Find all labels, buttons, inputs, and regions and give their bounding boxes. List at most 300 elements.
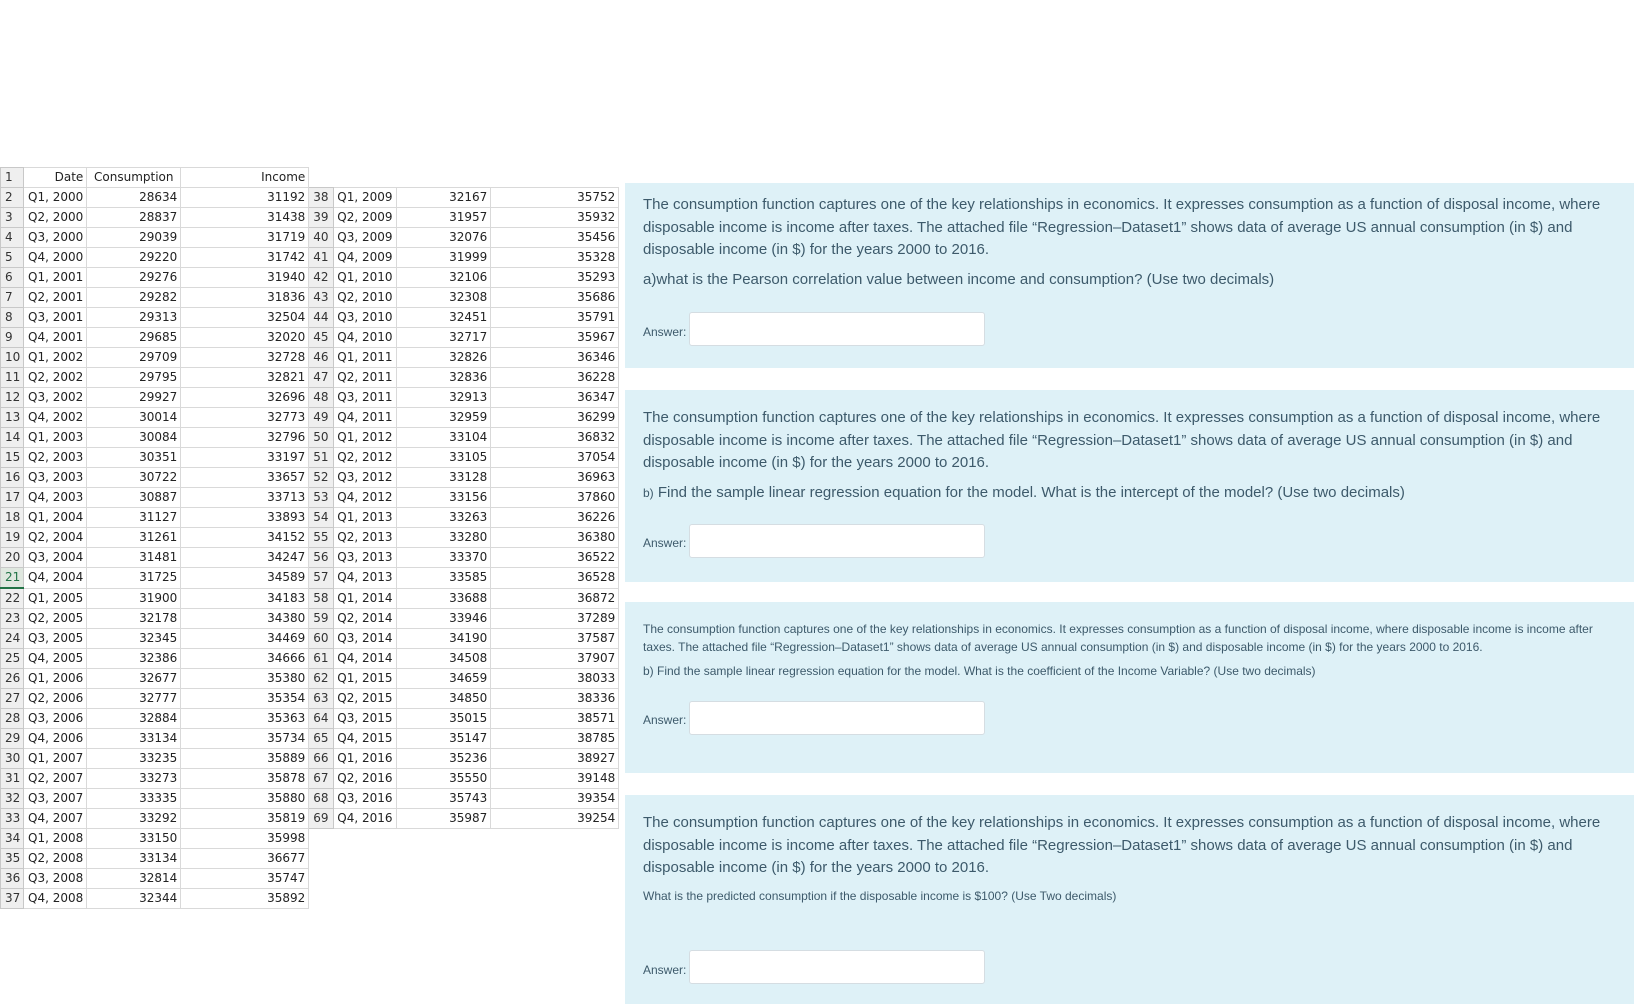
date-cell[interactable]: Q2, 2007 [24, 769, 87, 789]
row-number[interactable]: 50 [309, 428, 334, 448]
row-number[interactable]: 6 [1, 268, 24, 288]
date-cell[interactable]: Q2, 2012 [334, 448, 397, 468]
row-number[interactable]: 56 [309, 548, 334, 568]
income-header[interactable]: Income [181, 168, 309, 188]
row-number[interactable]: 26 [1, 669, 24, 689]
consumption-cell[interactable]: 29927 [87, 388, 181, 408]
consumption-cell[interactable]: 33280 [397, 528, 491, 548]
table-row [1, 568, 619, 589]
income-cell[interactable]: 39354 [491, 789, 619, 809]
consumption-cell[interactable]: 33370 [397, 548, 491, 568]
date-cell[interactable]: Q2, 2004 [24, 528, 87, 548]
consumption-cell[interactable]: 33105 [397, 448, 491, 468]
consumption-cell[interactable]: 31127 [87, 508, 181, 528]
date-cell[interactable]: Q3, 2004 [24, 548, 87, 568]
date-cell[interactable]: Q1, 2008 [24, 829, 87, 849]
consumption-cell[interactable]: 34190 [397, 629, 491, 649]
answer-label: Answer: [643, 536, 687, 550]
row-number[interactable]: 33 [1, 809, 24, 829]
consumption-cell[interactable]: 33273 [87, 769, 181, 789]
date-cell[interactable]: Q2, 2000 [24, 208, 87, 228]
row-number[interactable]: 16 [1, 468, 24, 488]
income-cell[interactable]: 31192 [181, 188, 309, 208]
empty-cell [309, 829, 334, 849]
consumption-cell[interactable]: 33335 [87, 789, 181, 809]
row-number[interactable]: 51 [309, 448, 334, 468]
income-cell[interactable]: 34247 [181, 548, 309, 568]
income-cell[interactable]: 35456 [491, 228, 619, 248]
date-cell[interactable]: Q3, 2012 [334, 468, 397, 488]
date-cell[interactable]: Q4, 2010 [334, 328, 397, 348]
date-cell[interactable]: Q3, 2016 [334, 789, 397, 809]
empty-cell [397, 168, 491, 188]
answer-input[interactable] [689, 950, 985, 984]
row-number[interactable]: 23 [1, 609, 24, 629]
row-number[interactable]: 40 [309, 228, 334, 248]
date-cell[interactable]: Q4, 2003 [24, 488, 87, 508]
date-header[interactable]: Date [24, 168, 87, 188]
consumption-cell[interactable]: 29795 [87, 368, 181, 388]
income-cell[interactable]: 32504 [181, 308, 309, 328]
date-cell[interactable]: Q2, 2011 [334, 368, 397, 388]
row-number[interactable]: 17 [1, 488, 24, 508]
empty-cell [334, 168, 397, 188]
income-cell[interactable]: 31836 [181, 288, 309, 308]
row-number[interactable]: 43 [309, 288, 334, 308]
consumption-cell[interactable]: 35550 [397, 769, 491, 789]
date-cell[interactable]: Q1, 2002 [24, 348, 87, 368]
row-number[interactable]: 46 [309, 348, 334, 368]
row-number[interactable]: 41 [309, 248, 334, 268]
row-number[interactable]: 30 [1, 749, 24, 769]
row-number[interactable]: 66 [309, 749, 334, 769]
date-cell[interactable]: Q4, 2011 [334, 408, 397, 428]
date-cell[interactable]: Q3, 2007 [24, 789, 87, 809]
consumption-cell[interactable]: 32836 [397, 368, 491, 388]
date-cell[interactable]: Q3, 2011 [334, 388, 397, 408]
income-cell[interactable]: 36228 [491, 368, 619, 388]
income-cell[interactable]: 35880 [181, 789, 309, 809]
income-cell[interactable]: 33713 [181, 488, 309, 508]
income-cell[interactable]: 35293 [491, 268, 619, 288]
date-cell[interactable]: Q1, 2001 [24, 268, 87, 288]
date-cell[interactable]: Q1, 2011 [334, 348, 397, 368]
row-number[interactable]: 37 [1, 889, 24, 909]
date-cell[interactable]: Q2, 2001 [24, 288, 87, 308]
income-cell[interactable]: 36522 [491, 548, 619, 568]
income-cell[interactable]: 36226 [491, 508, 619, 528]
date-cell[interactable]: Q1, 2003 [24, 428, 87, 448]
row-number[interactable]: 38 [309, 188, 334, 208]
row-number[interactable]: 59 [309, 609, 334, 629]
date-cell[interactable]: Q1, 2013 [334, 508, 397, 528]
consumption-cell[interactable]: 30351 [87, 448, 181, 468]
income-cell[interactable]: 34183 [181, 588, 309, 609]
date-cell[interactable]: Q3, 2003 [24, 468, 87, 488]
income-cell[interactable]: 37054 [491, 448, 619, 468]
table-row [1, 488, 619, 508]
date-cell[interactable]: Q2, 2006 [24, 689, 87, 709]
consumption-cell[interactable]: 29039 [87, 228, 181, 248]
income-cell[interactable]: 33893 [181, 508, 309, 528]
date-cell[interactable]: Q3, 2015 [334, 709, 397, 729]
empty-cell [309, 168, 334, 188]
row-number[interactable]: 53 [309, 488, 334, 508]
row-number[interactable]: 39 [309, 208, 334, 228]
consumption-cell[interactable]: 28634 [87, 188, 181, 208]
empty-cell [491, 849, 619, 869]
row-number[interactable]: 60 [309, 629, 334, 649]
income-cell[interactable]: 31719 [181, 228, 309, 248]
answer-input[interactable] [689, 312, 985, 346]
date-cell[interactable]: Q1, 2006 [24, 669, 87, 689]
date-cell[interactable]: Q3, 2001 [24, 308, 87, 328]
consumption-cell[interactable]: 33134 [87, 849, 181, 869]
consumption-cell[interactable]: 32814 [87, 869, 181, 889]
row-number[interactable]: 20 [1, 548, 24, 568]
consumption-cell[interactable]: 33688 [397, 588, 491, 609]
date-cell[interactable]: Q4, 2012 [334, 488, 397, 508]
consumption-cell[interactable]: 32076 [397, 228, 491, 248]
row-number[interactable]: 55 [309, 528, 334, 548]
date-cell[interactable]: Q4, 2014 [334, 649, 397, 669]
row-number[interactable]: 48 [309, 388, 334, 408]
income-cell[interactable]: 35686 [491, 288, 619, 308]
row-number[interactable]: 8 [1, 308, 24, 328]
row-number[interactable]: 52 [309, 468, 334, 488]
date-cell[interactable]: Q1, 2012 [334, 428, 397, 448]
date-cell[interactable]: Q2, 2005 [24, 609, 87, 629]
income-cell[interactable]: 35998 [181, 829, 309, 849]
date-cell[interactable]: Q4, 2013 [334, 568, 397, 589]
consumption-cell[interactable]: 35147 [397, 729, 491, 749]
spreadsheet-body [1, 168, 619, 909]
date-cell[interactable]: Q4, 2015 [334, 729, 397, 749]
row-number[interactable]: 3 [1, 208, 24, 228]
income-cell[interactable]: 35752 [491, 188, 619, 208]
date-cell[interactable]: Q3, 2014 [334, 629, 397, 649]
consumption-cell[interactable]: 32884 [87, 709, 181, 729]
income-cell[interactable]: 35747 [181, 869, 309, 889]
question-panel-2 [625, 390, 1634, 582]
income-cell[interactable]: 34380 [181, 609, 309, 629]
table-row [1, 428, 619, 448]
income-cell[interactable]: 37289 [491, 609, 619, 629]
date-cell[interactable]: Q1, 2000 [24, 188, 87, 208]
consumption-cell[interactable]: 35987 [397, 809, 491, 829]
date-cell[interactable]: Q1, 2014 [334, 588, 397, 609]
date-cell[interactable]: Q2, 2010 [334, 288, 397, 308]
consumption-cell[interactable]: 32717 [397, 328, 491, 348]
date-cell[interactable]: Q3, 2013 [334, 548, 397, 568]
income-cell[interactable]: 36380 [491, 528, 619, 548]
consumption-cell[interactable]: 33292 [87, 809, 181, 829]
consumption-cell[interactable]: 30887 [87, 488, 181, 508]
date-cell[interactable]: Q1, 2010 [334, 268, 397, 288]
consumption-cell[interactable]: 33134 [87, 729, 181, 749]
row-number[interactable]: 25 [1, 649, 24, 669]
row-number[interactable]: 68 [309, 789, 334, 809]
consumption-cell[interactable]: 35743 [397, 789, 491, 809]
row-number[interactable]: 11 [1, 368, 24, 388]
row-number[interactable]: 47 [309, 368, 334, 388]
date-cell[interactable]: Q3, 2006 [24, 709, 87, 729]
row-number[interactable]: 22 [1, 588, 24, 609]
date-cell[interactable]: Q2, 2016 [334, 769, 397, 789]
income-cell[interactable]: 37587 [491, 629, 619, 649]
consumption-cell[interactable]: 31725 [87, 568, 181, 589]
consumption-cell[interactable]: 32386 [87, 649, 181, 669]
row-number[interactable]: 15 [1, 448, 24, 468]
income-cell[interactable]: 35354 [181, 689, 309, 709]
consumption-cell[interactable]: 33150 [87, 829, 181, 849]
date-cell[interactable]: Q2, 2003 [24, 448, 87, 468]
date-cell[interactable]: Q4, 2000 [24, 248, 87, 268]
consumption-cell[interactable]: 32178 [87, 609, 181, 629]
date-cell[interactable]: Q3, 2010 [334, 308, 397, 328]
income-cell[interactable]: 35328 [491, 248, 619, 268]
date-cell[interactable]: Q1, 2016 [334, 749, 397, 769]
consumption-cell[interactable]: 29685 [87, 328, 181, 348]
consumption-cell[interactable]: 32677 [87, 669, 181, 689]
row-number[interactable]: 31 [1, 769, 24, 789]
row-number[interactable]: 10 [1, 348, 24, 368]
income-cell[interactable]: 36963 [491, 468, 619, 488]
income-cell[interactable]: 31438 [181, 208, 309, 228]
date-cell[interactable]: Q2, 2013 [334, 528, 397, 548]
row-number[interactable]: 54 [309, 508, 334, 528]
date-cell[interactable]: Q4, 2005 [24, 649, 87, 669]
consumption-cell[interactable]: 32913 [397, 388, 491, 408]
row-number[interactable]: 9 [1, 328, 24, 348]
income-cell[interactable]: 38571 [491, 709, 619, 729]
date-cell[interactable]: Q1, 2015 [334, 669, 397, 689]
consumption-cell[interactable]: 35015 [397, 709, 491, 729]
consumption-cell[interactable]: 32826 [397, 348, 491, 368]
row-number[interactable]: 18 [1, 508, 24, 528]
income-cell[interactable]: 31742 [181, 248, 309, 268]
consumption-cell[interactable]: 33235 [87, 749, 181, 769]
consumption-cell[interactable]: 32308 [397, 288, 491, 308]
row-number[interactable]: 2 [1, 188, 24, 208]
row-number[interactable]: 24 [1, 629, 24, 649]
row-number[interactable]: 5 [1, 248, 24, 268]
consumption-cell[interactable]: 31481 [87, 548, 181, 568]
empty-cell [491, 889, 619, 909]
row-number[interactable]: 34 [1, 829, 24, 849]
date-cell[interactable]: Q1, 2004 [24, 508, 87, 528]
income-cell[interactable]: 38785 [491, 729, 619, 749]
row-number[interactable]: 28 [1, 709, 24, 729]
date-cell[interactable]: Q1, 2009 [334, 188, 397, 208]
consumption-cell[interactable]: 33585 [397, 568, 491, 589]
income-cell[interactable]: 36832 [491, 428, 619, 448]
row-number[interactable]: 58 [309, 588, 334, 609]
date-cell[interactable]: Q3, 2009 [334, 228, 397, 248]
income-cell[interactable]: 37860 [491, 488, 619, 508]
row-number[interactable]: 35 [1, 849, 24, 869]
date-cell[interactable]: Q2, 2009 [334, 208, 397, 228]
income-cell[interactable]: 34152 [181, 528, 309, 548]
income-cell[interactable]: 31940 [181, 268, 309, 288]
income-cell[interactable]: 36346 [491, 348, 619, 368]
question-sub-text: Find the sample linear regression equation for the model. What is the intercept of the model? (Use two decimals) [657, 484, 1405, 501]
income-cell[interactable]: 32020 [181, 328, 309, 348]
date-cell[interactable]: Q3, 2002 [24, 388, 87, 408]
date-cell[interactable]: Q2, 2002 [24, 368, 87, 388]
row-number[interactable]: 64 [309, 709, 334, 729]
income-cell[interactable]: 37907 [491, 649, 619, 669]
row-number[interactable]: 21 [1, 568, 24, 589]
row-number[interactable]: 32 [1, 789, 24, 809]
consumption-cell[interactable]: 29282 [87, 288, 181, 308]
row-number[interactable]: 49 [309, 408, 334, 428]
consumption-cell[interactable]: 32106 [397, 268, 491, 288]
income-cell[interactable]: 38927 [491, 749, 619, 769]
consumption-cell[interactable]: 33263 [397, 508, 491, 528]
row-number[interactable]: 1 [1, 168, 24, 188]
consumption-cell[interactable]: 33946 [397, 609, 491, 629]
date-cell[interactable]: Q2, 2015 [334, 689, 397, 709]
table-row [1, 829, 619, 849]
row-number[interactable]: 7 [1, 288, 24, 308]
income-cell[interactable]: 35380 [181, 669, 309, 689]
date-cell[interactable]: Q4, 2016 [334, 809, 397, 829]
income-cell[interactable]: 33657 [181, 468, 309, 488]
consumption-cell[interactable]: 30722 [87, 468, 181, 488]
consumption-cell[interactable]: 29709 [87, 348, 181, 368]
row-number[interactable]: 69 [309, 809, 334, 829]
income-cell[interactable]: 35892 [181, 889, 309, 909]
income-cell[interactable]: 36299 [491, 408, 619, 428]
table-row [1, 208, 619, 228]
consumption-cell[interactable]: 34850 [397, 689, 491, 709]
income-cell[interactable]: 32821 [181, 368, 309, 388]
question-text: The consumption function captures one of the key relationships in economics. It expresses consumption as a function of disposal income, where disposable income is income after taxes. The attached file “Regression–Dataset1” shows data of average US annual consumption (in $) and disposable income (in $) for the years 2000 to 2016. [643, 409, 1601, 471]
consumption-cell[interactable]: 32167 [397, 188, 491, 208]
row-number[interactable]: 44 [309, 308, 334, 328]
consumption-cell[interactable]: 29220 [87, 248, 181, 268]
income-cell[interactable]: 36528 [491, 568, 619, 589]
empty-cell [334, 889, 397, 909]
income-cell[interactable]: 33197 [181, 448, 309, 468]
income-cell[interactable]: 35932 [491, 208, 619, 228]
consumption-cell[interactable]: 33104 [397, 428, 491, 448]
income-cell[interactable]: 36872 [491, 588, 619, 609]
date-cell[interactable]: Q1, 2007 [24, 749, 87, 769]
income-cell[interactable]: 32728 [181, 348, 309, 368]
income-cell[interactable]: 38336 [491, 689, 619, 709]
date-cell[interactable]: Q3, 2005 [24, 629, 87, 649]
date-cell[interactable]: Q4, 2004 [24, 568, 87, 589]
answer-input[interactable] [689, 524, 985, 558]
income-cell[interactable]: 35791 [491, 308, 619, 328]
row-number[interactable]: 14 [1, 428, 24, 448]
consumption-cell[interactable]: 34508 [397, 649, 491, 669]
date-cell[interactable]: Q4, 2002 [24, 408, 87, 428]
income-cell[interactable]: 35363 [181, 709, 309, 729]
income-cell[interactable]: 32773 [181, 408, 309, 428]
consumption-cell[interactable]: 32345 [87, 629, 181, 649]
row-number[interactable]: 45 [309, 328, 334, 348]
date-cell[interactable]: Q4, 2001 [24, 328, 87, 348]
consumption-cell[interactable]: 29276 [87, 268, 181, 288]
income-cell[interactable]: 39254 [491, 809, 619, 829]
row-number[interactable]: 27 [1, 689, 24, 709]
income-cell[interactable]: 36677 [181, 849, 309, 869]
row-number[interactable]: 63 [309, 689, 334, 709]
date-cell[interactable]: Q3, 2000 [24, 228, 87, 248]
income-cell[interactable]: 35819 [181, 809, 309, 829]
income-cell[interactable]: 35878 [181, 769, 309, 789]
consumption-cell[interactable]: 31261 [87, 528, 181, 548]
income-cell[interactable]: 34469 [181, 629, 309, 649]
row-number[interactable]: 4 [1, 228, 24, 248]
row-number[interactable]: 57 [309, 568, 334, 589]
date-cell[interactable]: Q2, 2014 [334, 609, 397, 629]
income-cell[interactable]: 35889 [181, 749, 309, 769]
consumption-cell[interactable]: 30084 [87, 428, 181, 448]
row-number[interactable]: 67 [309, 769, 334, 789]
row-number[interactable]: 62 [309, 669, 334, 689]
table-row [1, 248, 619, 268]
row-number[interactable]: 42 [309, 268, 334, 288]
date-cell[interactable]: Q4, 2008 [24, 889, 87, 909]
income-cell[interactable]: 34666 [181, 649, 309, 669]
income-cell[interactable]: 36347 [491, 388, 619, 408]
consumption-cell[interactable]: 29313 [87, 308, 181, 328]
consumption-cell[interactable]: 31957 [397, 208, 491, 228]
consumption-cell[interactable]: 32777 [87, 689, 181, 709]
row-number[interactable]: 65 [309, 729, 334, 749]
income-cell[interactable]: 38033 [491, 669, 619, 689]
consumption-cell[interactable]: 32344 [87, 889, 181, 909]
row-number[interactable]: 61 [309, 649, 334, 669]
answer-input[interactable] [689, 701, 985, 735]
table-row [1, 649, 619, 669]
date-cell[interactable]: Q1, 2005 [24, 588, 87, 609]
row-number[interactable]: 19 [1, 528, 24, 548]
income-cell[interactable]: 32796 [181, 428, 309, 448]
consumption-cell[interactable]: 35236 [397, 749, 491, 769]
table-row [1, 669, 619, 689]
income-cell[interactable]: 34589 [181, 568, 309, 589]
consumption-cell[interactable]: 34659 [397, 669, 491, 689]
row-number[interactable]: 36 [1, 869, 24, 889]
date-cell[interactable]: Q4, 2009 [334, 248, 397, 268]
date-cell[interactable]: Q2, 2008 [24, 849, 87, 869]
row-number[interactable]: 29 [1, 729, 24, 749]
consumption-cell[interactable]: 32959 [397, 408, 491, 428]
income-cell[interactable]: 32696 [181, 388, 309, 408]
consumption-cell[interactable]: 31900 [87, 588, 181, 609]
date-cell[interactable]: Q4, 2007 [24, 809, 87, 829]
consumption-cell[interactable]: 33156 [397, 488, 491, 508]
consumption-cell[interactable]: 31999 [397, 248, 491, 268]
row-number[interactable]: 12 [1, 388, 24, 408]
income-cell[interactable]: 35734 [181, 729, 309, 749]
income-cell[interactable]: 39148 [491, 769, 619, 789]
date-cell[interactable]: Q3, 2008 [24, 869, 87, 889]
consumption-cell[interactable]: 30014 [87, 408, 181, 428]
row-number[interactable]: 13 [1, 408, 24, 428]
income-cell[interactable]: 35967 [491, 328, 619, 348]
date-cell[interactable]: Q4, 2006 [24, 729, 87, 749]
consumption-header[interactable]: Consumption [87, 168, 181, 188]
consumption-cell[interactable]: 32451 [397, 308, 491, 328]
consumption-cell[interactable]: 33128 [397, 468, 491, 488]
consumption-cell[interactable]: 28837 [87, 208, 181, 228]
